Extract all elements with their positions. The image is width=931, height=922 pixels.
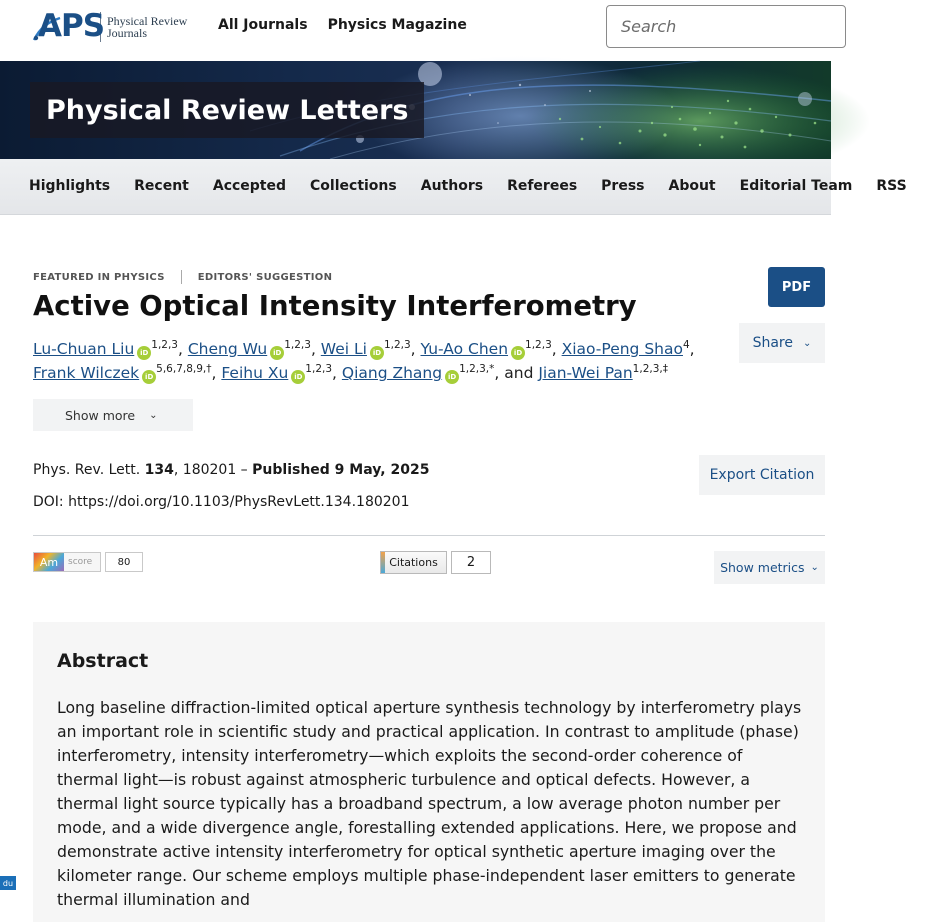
citations-count: 2 <box>451 551 491 574</box>
abstract-heading: Abstract <box>57 650 149 672</box>
logo-subtitle-line2: Journals <box>107 26 147 40</box>
aps-logo[interactable] <box>32 8 187 46</box>
published-date: Published 9 May, 2025 <box>252 462 430 478</box>
author-item <box>188 340 321 358</box>
section-divider <box>33 535 825 536</box>
logo-aps-text: APS <box>38 8 105 44</box>
article-title: Active Optical Intensity Interferometry <box>33 290 637 322</box>
export-citation-button[interactable]: Export Citation <box>699 455 825 495</box>
chevron-down-icon: ⌄ <box>810 562 819 573</box>
nav-all-journals[interactable]: All Journals <box>218 17 308 33</box>
author-affiliation[interactable]: 1,2,3 <box>525 339 552 351</box>
aps-logo-mark <box>32 8 105 46</box>
jnav-authors[interactable]: Authors <box>420 178 484 194</box>
author-item <box>321 340 421 358</box>
altmetric-score-label: score <box>64 553 100 571</box>
chevron-down-icon: ⌄ <box>803 337 812 349</box>
share-button[interactable] <box>739 323 825 363</box>
citations-label: Citations <box>380 551 447 574</box>
author-separator: , <box>410 340 421 358</box>
orcid-icon[interactable]: iD <box>291 370 305 384</box>
author-affiliation[interactable]: 1,2,3,* <box>459 363 495 375</box>
author-separator: , <box>211 364 222 382</box>
author-affiliation[interactable]: 1,2,3,‡ <box>632 363 668 375</box>
author-separator: , <box>177 340 188 358</box>
author-name-link[interactable]: Xiao-Peng Shao <box>561 340 683 358</box>
author-separator: , <box>689 340 695 358</box>
jnav-accepted[interactable]: Accepted <box>212 178 287 194</box>
author-affiliation[interactable]: 1,2,3 <box>151 339 178 351</box>
orcid-icon[interactable]: iD <box>511 346 525 360</box>
nav-physics-magazine[interactable]: Physics Magazine <box>327 17 467 33</box>
show-more-label: Show more <box>65 407 136 423</box>
author-name-link[interactable]: Yu-Ao Chen <box>420 340 509 358</box>
orcid-icon[interactable]: iD <box>142 370 156 384</box>
abstract-section <box>33 622 825 922</box>
orcid-icon[interactable]: iD <box>445 370 459 384</box>
author-name-link[interactable]: Frank Wilczek <box>33 364 140 382</box>
journal-abbrev: Phys. Rev. Lett. <box>33 462 141 478</box>
author-item <box>221 364 342 382</box>
author-item <box>33 340 188 358</box>
orcid-icon[interactable]: iD <box>270 346 284 360</box>
doi-label: DOI: <box>33 494 69 510</box>
corner-widget[interactable]: du <box>0 876 16 890</box>
logo-subtitle-line1: Physical Review <box>107 14 188 28</box>
search-input[interactable] <box>607 6 845 47</box>
author-name-link[interactable]: Wei Li <box>320 340 367 358</box>
logo-subtitle <box>107 15 187 39</box>
journal-title[interactable]: Physical Review Letters <box>30 82 424 138</box>
chevron-down-icon: ⌄ <box>149 409 158 421</box>
journal-nav <box>0 159 907 215</box>
author-item <box>538 364 668 382</box>
show-metrics-label: Show metrics <box>720 560 805 575</box>
author-name-link[interactable]: Qiang Zhang <box>341 364 443 382</box>
altmetric-donut <box>33 552 101 572</box>
altmetric-score: 80 <box>105 552 143 572</box>
abstract-text: Long baseline diffraction-limited optical aperture synthesis technology by interferometry plays an important role in scientific study and practical application. In contrast to amplitude (phase) interferometry, intensity interferometry—which exploits the second-order coherence of thermal light—is robust against atmospheric turbulence and optical defects. However, a thermal light source typically has a broadband spectrum, a low average photon number per mode, and a wide divergence angle, forestalling extended applications. Here, we propose and demonstrate active intensity interferometry for optical synthetic aperture imaging over the kilometer range. Our scheme employs multiple phase-independent laser emitters to generate thermal illumination and <box>57 698 802 909</box>
author-name-link[interactable]: Cheng Wu <box>187 340 268 358</box>
show-metrics-button[interactable] <box>714 551 825 584</box>
doi-link[interactable]: https://doi.org/10.1103/PhysRevLett.134.180201 <box>68 494 410 510</box>
article-number: , 180201 – <box>173 462 253 478</box>
jnav-press[interactable]: Press <box>601 178 645 194</box>
tag-featured-in-physics[interactable]: FEATURED IN PHYSICS <box>33 271 165 283</box>
author-affiliation[interactable]: 1,2,3 <box>284 339 311 351</box>
orcid-icon[interactable]: iD <box>137 346 151 360</box>
jnav-about[interactable]: About <box>668 178 716 194</box>
author-item <box>33 364 221 382</box>
citation-line <box>33 462 429 478</box>
search-box[interactable] <box>606 5 846 48</box>
author-separator: , <box>332 364 342 382</box>
author-affiliation[interactable]: 4 <box>682 339 690 351</box>
author-name-link[interactable]: Lu-Chuan Liu <box>33 340 135 358</box>
author-item <box>421 340 562 358</box>
show-more-button[interactable] <box>33 399 193 431</box>
journal-banner <box>0 61 831 159</box>
tag-editors-suggestion[interactable]: EDITORS' SUGGESTION <box>197 271 333 283</box>
author-affiliation[interactable]: 1,2,3 <box>305 363 333 375</box>
author-separator: , and <box>494 364 539 382</box>
altmetric-badge[interactable] <box>33 552 143 572</box>
author-item <box>342 364 538 382</box>
author-affiliation[interactable]: 1,2,3 <box>383 339 411 351</box>
volume: 134 <box>144 462 174 478</box>
site-header <box>0 0 831 61</box>
pdf-button[interactable]: PDF <box>768 267 825 307</box>
jnav-rss[interactable]: RSS <box>876 178 907 194</box>
article-tags <box>33 270 332 284</box>
top-nav <box>218 17 467 33</box>
altmetric-icon: Am <box>34 553 64 571</box>
share-label: Share <box>752 335 793 351</box>
author-name-link[interactable]: Jian-Wei Pan <box>538 364 633 382</box>
jnav-referees[interactable]: Referees <box>507 178 578 194</box>
citations-badge[interactable] <box>380 551 491 574</box>
doi-line <box>33 494 409 510</box>
jnav-highlights[interactable]: Highlights <box>29 178 111 194</box>
orcid-icon[interactable]: iD <box>370 346 384 360</box>
author-affiliation[interactable]: 5,6,7,8,9,† <box>156 363 212 375</box>
jnav-editorial-team[interactable]: Editorial Team <box>739 178 853 194</box>
jnav-recent[interactable]: Recent <box>134 178 189 194</box>
author-list <box>33 337 723 385</box>
author-item <box>562 340 695 358</box>
author-separator: , <box>551 340 562 358</box>
tag-divider <box>181 270 182 284</box>
jnav-collections[interactable]: Collections <box>310 178 397 194</box>
author-name-link[interactable]: Feihu Xu <box>221 364 289 382</box>
author-separator: , <box>310 340 321 358</box>
